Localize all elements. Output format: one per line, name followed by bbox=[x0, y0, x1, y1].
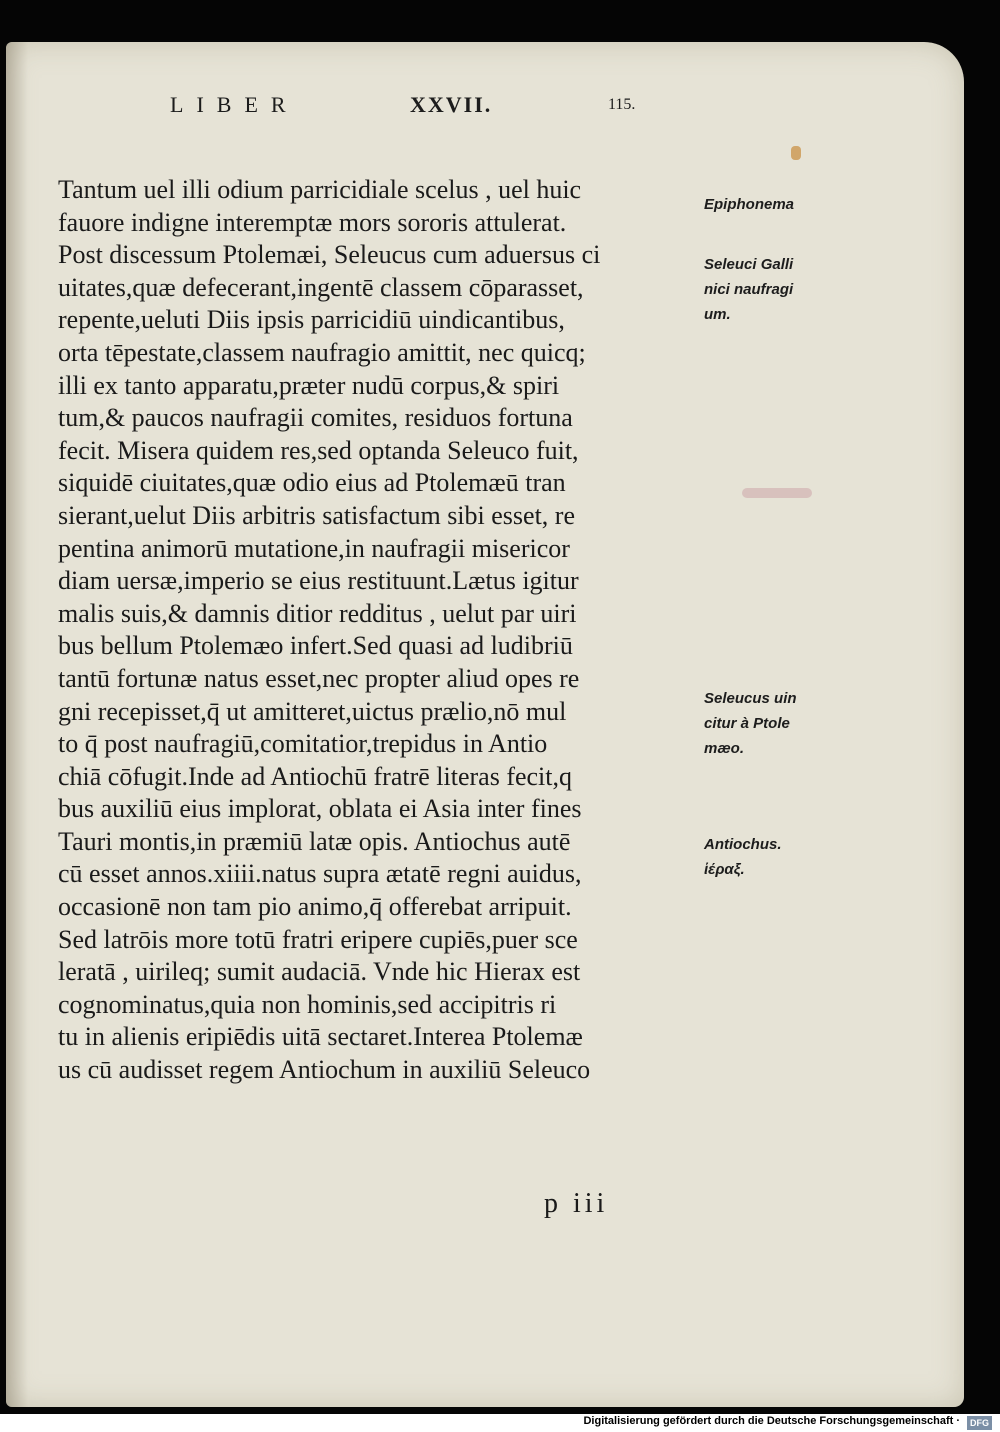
text-line: sierant,uelut Diis arbitris satisfactum sibi esset, re bbox=[58, 500, 575, 530]
text-line: malis suis,& damnis ditior redditus , uelut par uiri bbox=[58, 598, 577, 628]
text-line: siquidē ciuitates,quæ odio eius ad Ptolemæū tran bbox=[58, 468, 566, 498]
funding-credit: Digitalisierung gefördert durch die Deutsche Forschungsgemeinschaft · bbox=[583, 1415, 960, 1427]
text-line: tantū fortunæ natus esset,nec propter aliud opes re bbox=[58, 663, 580, 693]
text-line: diam uersæ,imperio se eius restituunt.Lætus igitur bbox=[58, 566, 579, 596]
text-line: occasionē non tam pio animo,q̄ offerebat arripuit. bbox=[58, 892, 572, 922]
text-line: chiā cōfugit.Inde ad Antiochū fratrē literas fecit,q bbox=[58, 761, 573, 791]
text-line: tu in alienis eripiēdis uitā sectaret.Interea Ptolemæ bbox=[58, 1022, 583, 1052]
text-line: cū esset annos.xiiii.natus supra ætatē regni auidus, bbox=[58, 859, 582, 889]
text-line: Post discessum Ptolemæi, Seleucus cum aduersus ci bbox=[58, 240, 601, 270]
text-line: pentina animorū mutatione,in naufragii misericor bbox=[58, 533, 570, 563]
text-line: Tauri montis,in præmiū latæ opis. Antiochus autē bbox=[58, 826, 571, 856]
text-line: to q̄ post naufragiū,comitatior,trepidus in Antio bbox=[58, 729, 548, 759]
text-line: gni recepisset,q̄ ut amitteret,uictus prælio,nō mul bbox=[58, 696, 567, 726]
text-line: cognominatus,quia non hominis,sed accipitris ri bbox=[58, 989, 557, 1019]
text-line: repente,ueluti Diis ipsis parricidiū uindicantibus, bbox=[58, 305, 565, 335]
marginal-note-epiphonema bbox=[704, 192, 824, 217]
text-line: bus auxiliū eius implorat, oblata ei Asia inter fines bbox=[58, 794, 582, 824]
marginal-note-line: Epiphonema bbox=[704, 196, 795, 213]
marginal-note-line: ἱέραξ. bbox=[704, 861, 745, 878]
text-line: tum,& paucos naufragii comites, residuos fortuna bbox=[58, 403, 573, 433]
marginal-note-seleucus-shipwreck bbox=[704, 252, 824, 327]
marginal-note-line: Seleuci Galli bbox=[704, 256, 794, 273]
text-line: Sed latrōis more totū fratri eripere cupiēs,puer sce bbox=[58, 924, 578, 954]
text-line: fecit. Misera quidem res,sed optanda Seleuco fuit, bbox=[58, 435, 579, 465]
text-line: fauore indigne interemptæ mors sororis attulerat. bbox=[58, 207, 567, 237]
marginal-note-line: nici naufragi bbox=[704, 281, 794, 298]
running-head-book: LIBER bbox=[170, 92, 299, 117]
dfg-logo: DFG bbox=[967, 1416, 992, 1430]
text-line: uitates,quæ defecerant,ingentē classem cōparasset, bbox=[58, 272, 584, 302]
main-text bbox=[58, 174, 698, 1087]
marginal-note-line: um. bbox=[704, 306, 731, 323]
running-head bbox=[170, 92, 690, 124]
text-line: leratā , uirileq; sumit audaciā. Vnde hic Hierax est bbox=[58, 957, 581, 987]
paper-stain bbox=[742, 488, 812, 498]
marginal-note-line: Antiochus. bbox=[704, 836, 782, 853]
text-line: us cū audisset regem Antiochum in auxiliū Seleuco bbox=[58, 1055, 591, 1085]
marginal-note-line: citur à Ptole bbox=[704, 715, 790, 732]
folio-number: 115. bbox=[608, 96, 636, 113]
foxing-mark bbox=[791, 146, 801, 160]
text-line: Tantum uel illi odium parricidiale scelus , uel huic bbox=[58, 175, 582, 204]
text-line: orta tēpestate,classem naufragio amittit, nec quicq; bbox=[58, 337, 586, 367]
marginal-note-line: mæo. bbox=[704, 740, 745, 757]
text-line: illi ex tanto apparatu,præter nudū corpus,& spiri bbox=[58, 370, 560, 400]
running-head-number: XXVII. bbox=[410, 92, 493, 117]
marginal-note-line: Seleucus uin bbox=[704, 690, 797, 707]
signature-mark: p iii bbox=[544, 1188, 609, 1219]
marginal-note-seleucus-defeated bbox=[704, 686, 824, 761]
text-line: bus bellum Ptolemæo infert.Sed quasi ad ludibriū bbox=[58, 631, 573, 661]
marginal-note-antiochus bbox=[704, 832, 824, 882]
footer-bar bbox=[0, 1414, 1000, 1432]
